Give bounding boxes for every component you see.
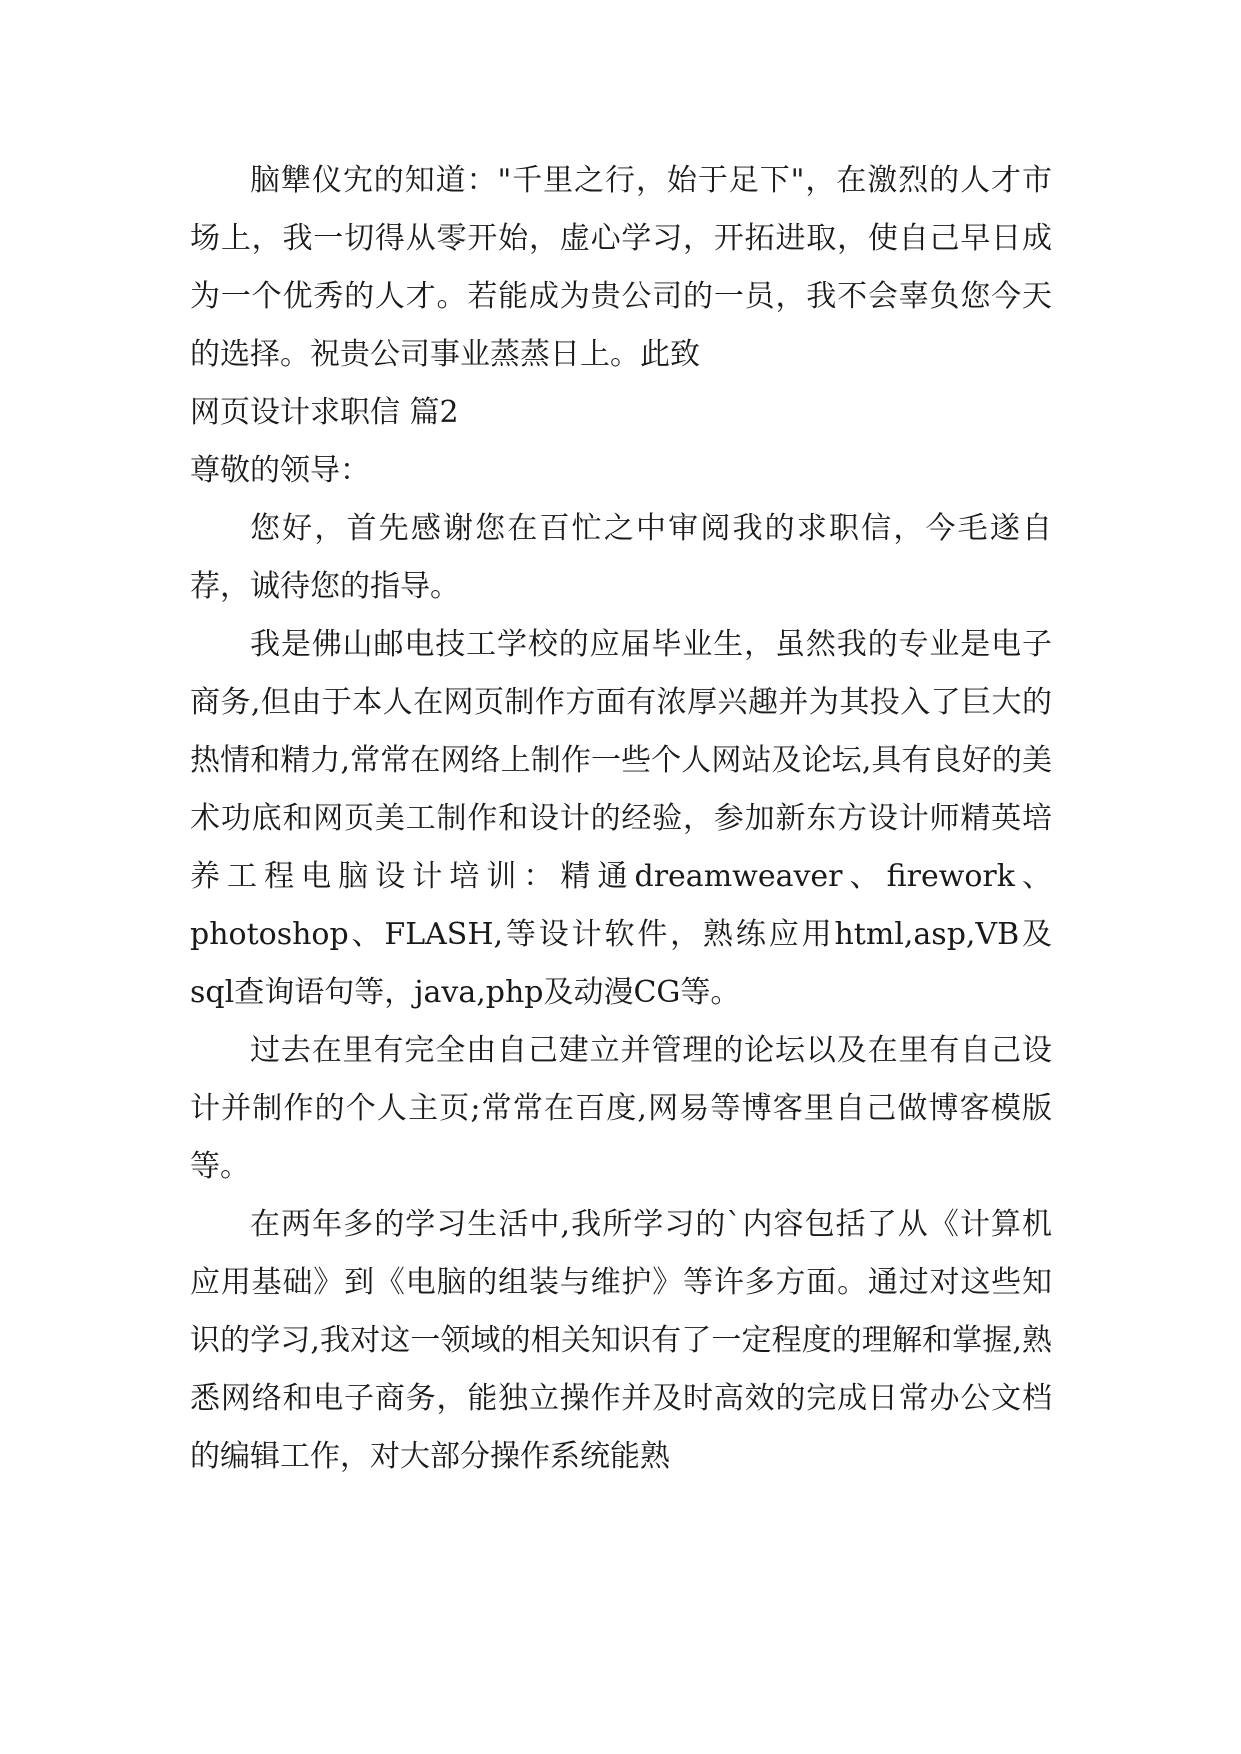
document-page	[190, 152, 1052, 1486]
paragraph-background: 我是佛山邮电技工学校的应届毕业生，虽然我的专业是电子商务,但由于本人在网页制作方面有浓厚兴趣并为其投入了巨大的热情和精力,常常在网络上制作一些个人网站及论坛,具有良好的美术功底和网页美工制作和设计的经验，参加新东方设计师精英培养工程电脑设计培训：精通dreamweaver、firework、photoshop、FLASH,等设计软件，熟练应用html,asp,VB及sql查询语句等，java,php及动漫CG等。	[190, 627, 1052, 1010]
paragraph-studies: 在两年多的学习生活中,我所学习的`内容包括了从《计算机应用基础》到《电脑的组装与维护》等许多方面。通过对这些知识的学习,我对这一领域的相关知识有了一定程度的理解和掌握,熟悉网络和电子商务，能独立操作并及时高效的完成日常办公文档的编辑工作，对大部分操作系统能熟	[190, 1207, 1052, 1474]
section-title: 网页设计求职信 篇2	[190, 395, 459, 430]
paragraph-closing: 脑犨仪宄的知道："千里之行，始于足下"，在激烈的人才市场上，我一切得从零开始，虚心学习，开拓进取，使自己早日成为一个优秀的人才。若能成为贵公司的一员，我不会辜负您今天的选择。祝贵公司事业蒸蒸日上。此致	[190, 163, 1052, 372]
paragraph-experience: 过去在里有完全由自己建立并管理的论坛以及在里有自己设计并制作的个人主页;常常在百度,网易等博客里自己做博客模版等。	[190, 1033, 1052, 1184]
salutation: 尊敬的领导：	[190, 453, 370, 488]
paragraph-greeting: 您好，首先感谢您在百忙之中审阅我的求职信，今毛遂自荐，诚待您的指导。	[190, 511, 1052, 604]
